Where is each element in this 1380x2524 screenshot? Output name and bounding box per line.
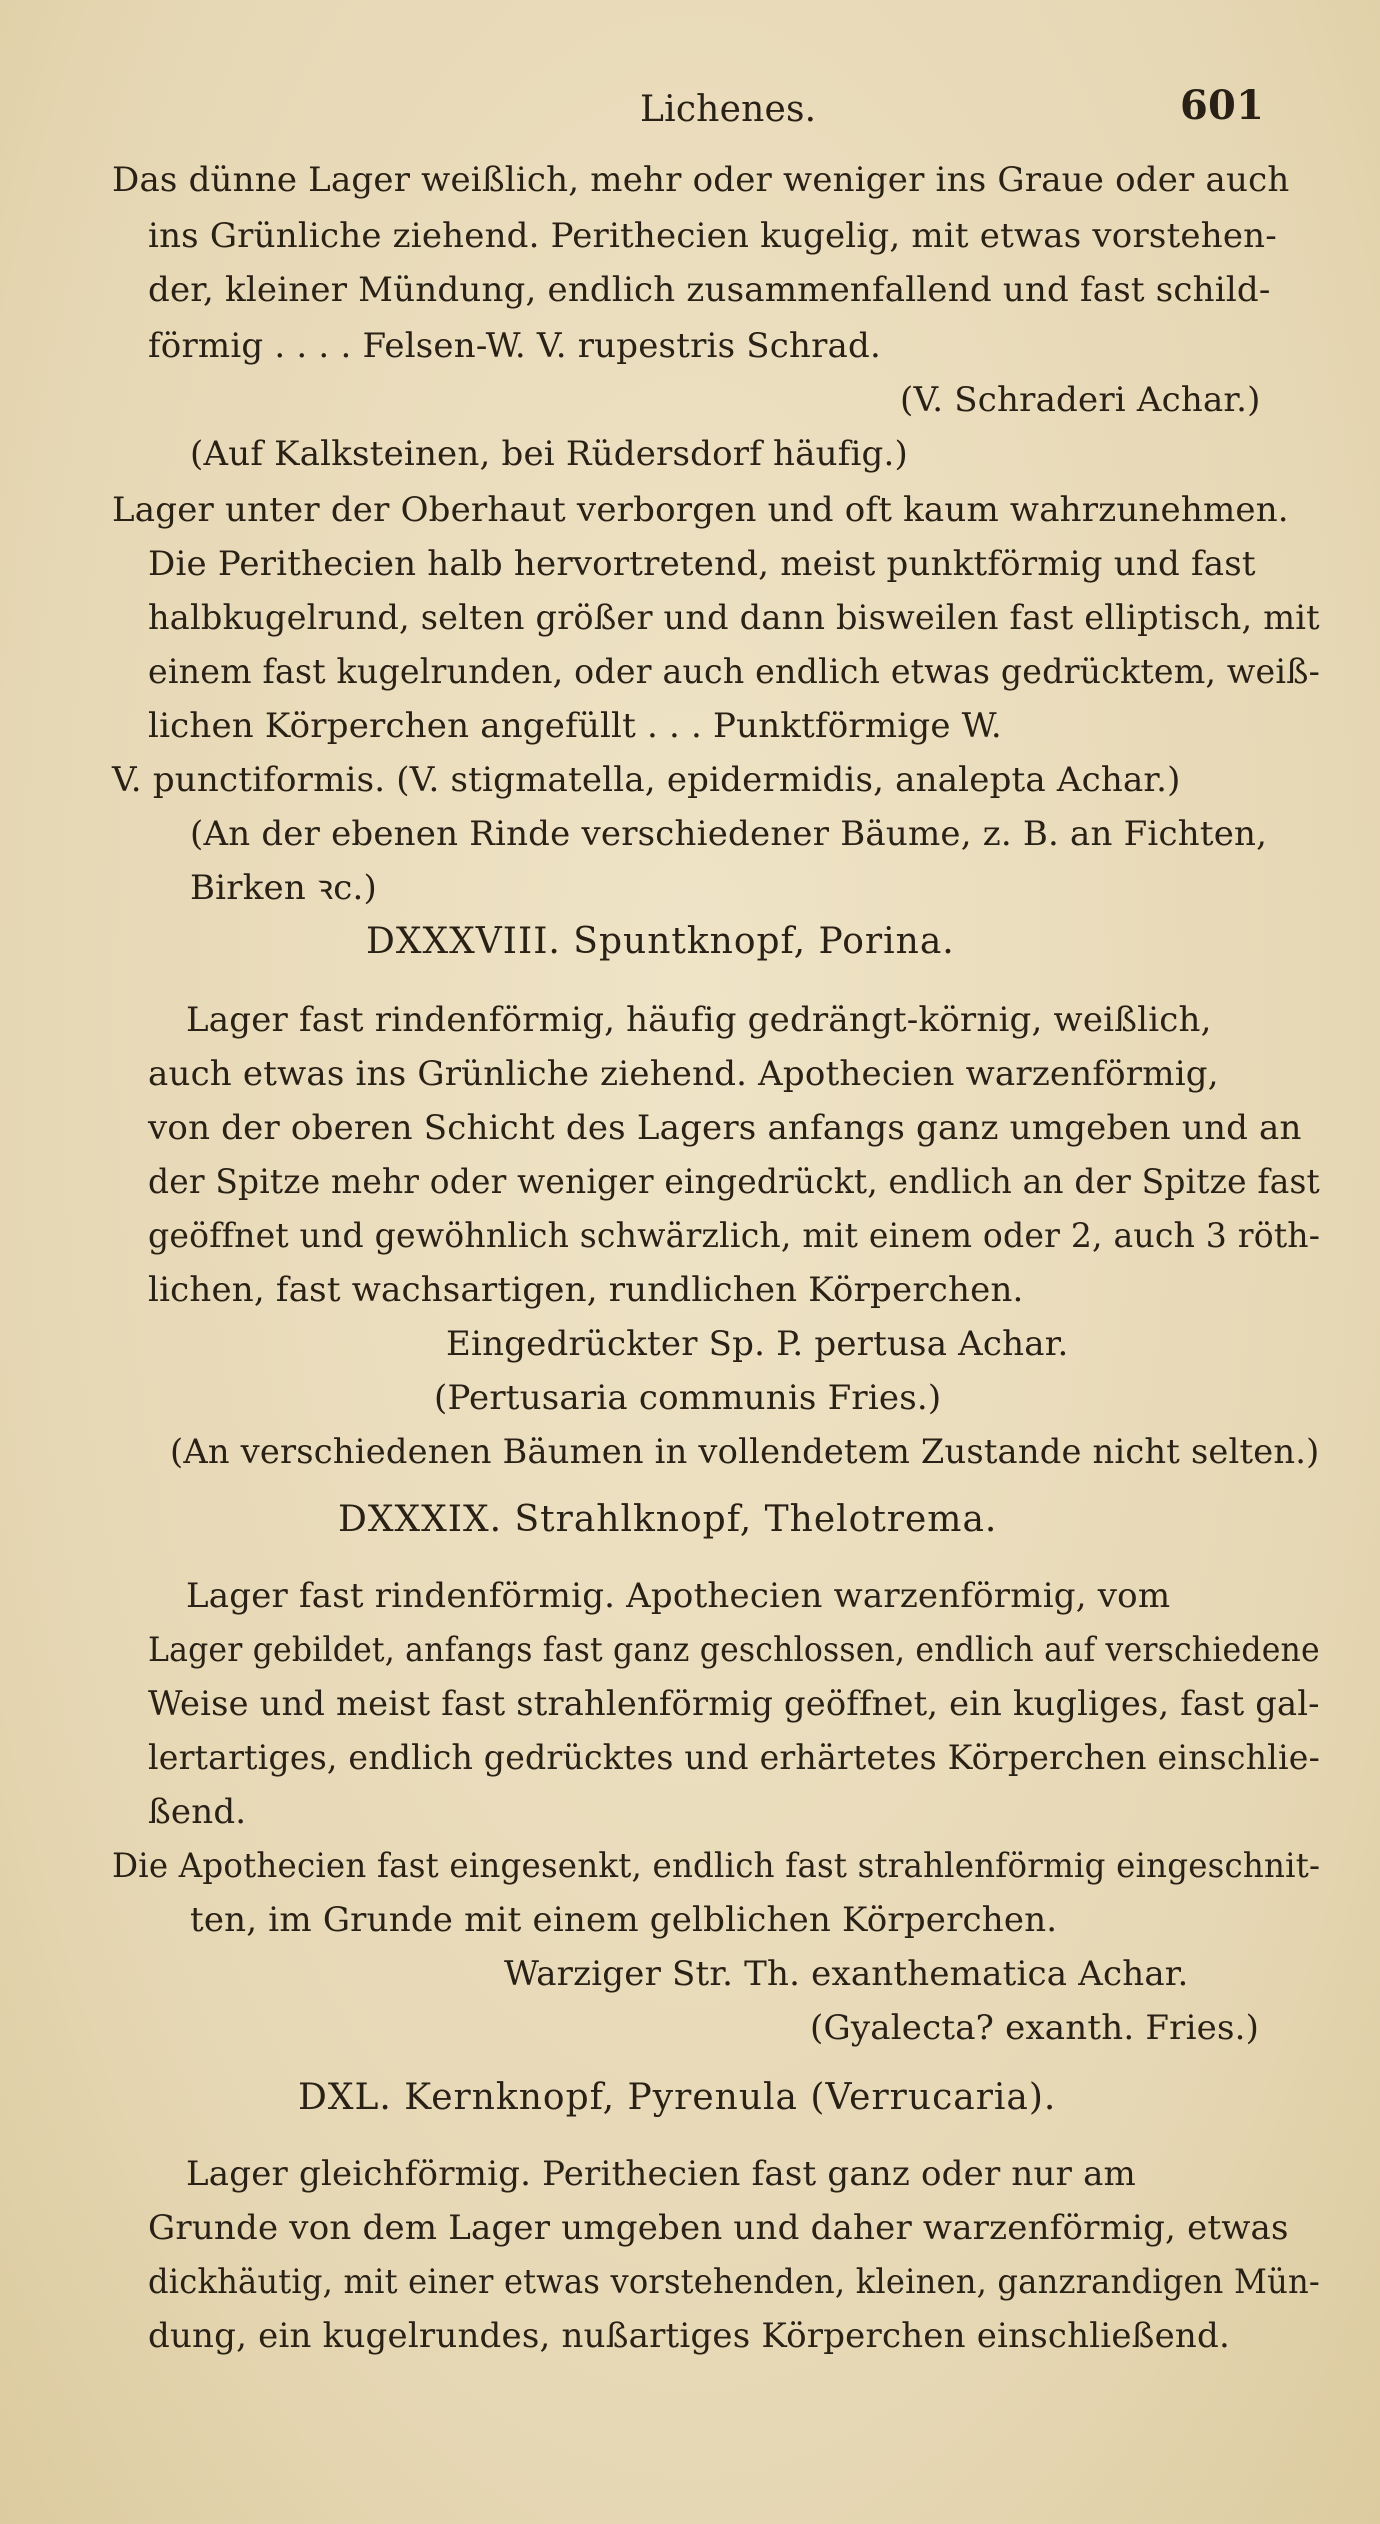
text-line: dickhäutig, mit einer etwas vorstehenden, kleinen, ganzrandigen Mün- (148, 2262, 1320, 2302)
text-line: der, kleiner Mündung, endlich zusammenfallend und fast schild- (148, 270, 1271, 310)
text-line: (An der ebenen Rinde verschiedener Bäume, z. B. an Fichten, (190, 814, 1268, 854)
page-number: 601 (1180, 82, 1265, 129)
section-heading: DXL. Kernknopf, Pyrenula (Verrucaria). (298, 2077, 1057, 2118)
text-line: V. punctiformis. (V. stigmatella, epidermidis, analepta Achar.) (112, 760, 1181, 800)
text-line: Lager fast rindenförmig. Apothecien warzenförmig, vom (186, 1576, 1171, 1616)
text-line: Weise und meist fast strahlenförmig geöffnet, ein kugliges, fast gal- (148, 1684, 1320, 1724)
text-line: ins Grünliche ziehend. Perithecien kugelig, mit etwas vorstehen- (148, 216, 1277, 256)
text-line: dung, ein kugelrundes, nußartiges Körperchen einschließend. (148, 2316, 1230, 2356)
text-line: lichen, fast wachsartigen, rundlichen Körperchen. (148, 1270, 1024, 1310)
text-line: Lager gebildet, anfangs fast ganz geschlossen, endlich auf verschiedene (148, 1630, 1320, 1670)
text-line: (V. Schraderi Achar.) (900, 380, 1261, 420)
running-title: Lichenes. (640, 89, 817, 130)
text-line: Lager gleichförmig. Perithecien fast ganz oder nur am (186, 2154, 1136, 2194)
text-line: Die Apothecien fast eingesenkt, endlich fast strahlenförmig eingeschnit- (112, 1846, 1321, 1886)
section-heading: DXXXVIII. Spuntknopf, Porina. (366, 921, 955, 962)
text-line: Grunde von dem Lager umgeben und daher warzenförmig, etwas (148, 2208, 1289, 2248)
text-line: ßend. (148, 1792, 247, 1832)
text-line: Warziger Str. Th. exanthematica Achar. (504, 1954, 1189, 1994)
text-line: ten, im Grunde mit einem gelblichen Körperchen. (190, 1900, 1058, 1940)
text-line: Lager unter der Oberhaut verborgen und oft kaum wahrzunehmen. (112, 490, 1289, 530)
text-line: geöffnet und gewöhnlich schwärzlich, mit einem oder 2, auch 3 röth- (148, 1216, 1321, 1256)
text-line: lertartiges, endlich gedrücktes und erhärtetes Körperchen einschlie- (148, 1738, 1320, 1778)
text-line: auch etwas ins Grünliche ziehend. Apothecien warzenförmig, (148, 1054, 1219, 1094)
section-heading: DXXXIX. Strahlknopf, Thelotrema. (338, 1499, 998, 1540)
text-line: von der oberen Schicht des Lagers anfangs ganz umgeben und an (148, 1108, 1302, 1148)
text-line: Die Perithecien halb hervortretend, meist punktförmig und fast (148, 544, 1256, 584)
text-line: (Gyalecta? exanth. Fries.) (810, 2008, 1260, 2048)
text-line: halbkugelrund, selten größer und dann bisweilen fast elliptisch, mit (148, 598, 1320, 638)
text-line: Birken ꝛc.) (190, 868, 377, 908)
text-line: Das dünne Lager weißlich, mehr oder weniger ins Graue oder auch (112, 160, 1290, 200)
text-line: lichen Körperchen angefüllt . . . Punktförmige W. (148, 706, 1002, 746)
text-line: (Pertusaria communis Fries.) (434, 1378, 942, 1418)
text-line: förmig . . . . Felsen-W. V. rupestris Schrad. (148, 326, 881, 366)
text-line: der Spitze mehr oder weniger eingedrückt, endlich an der Spitze fast (148, 1162, 1320, 1202)
text-line: (An verschiedenen Bäumen in vollendetem Zustande nicht selten.) (170, 1432, 1320, 1472)
text-line: Eingedrückter Sp. P. pertusa Achar. (446, 1324, 1069, 1364)
text-line: (Auf Kalksteinen, bei Rüdersdorf häufig.) (190, 434, 908, 474)
text-line: einem fast kugelrunden, oder auch endlich etwas gedrücktem, weiß- (148, 652, 1320, 692)
text-line: Lager fast rindenförmig, häufig gedrängt-körnig, weißlich, (186, 1000, 1212, 1040)
